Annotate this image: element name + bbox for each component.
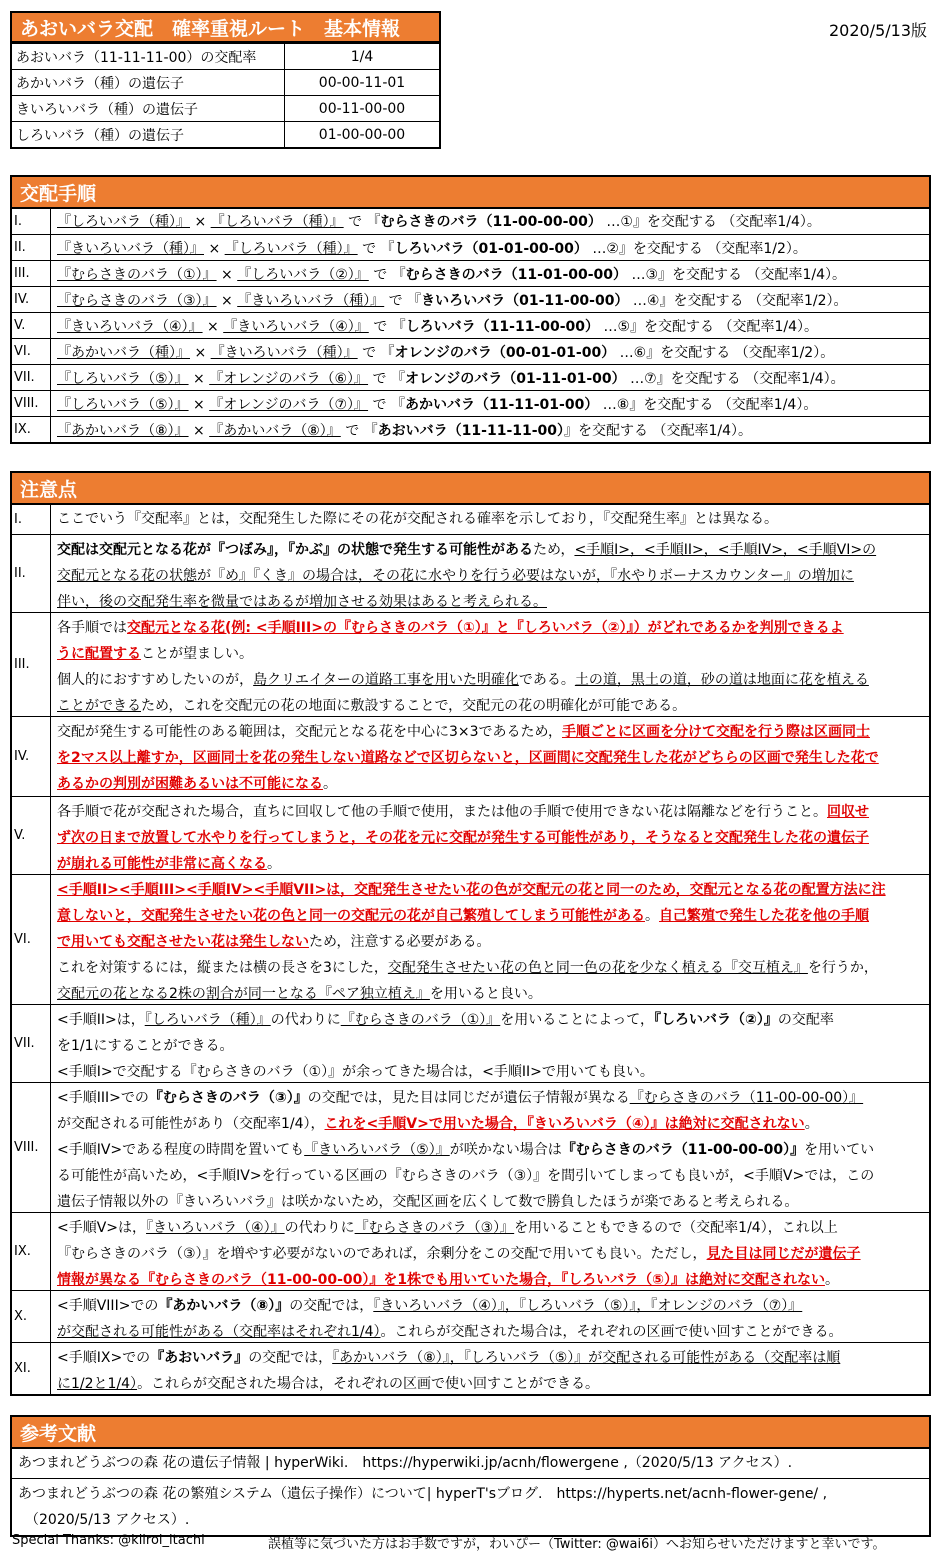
note-line	[57, 641, 925, 667]
step-text	[51, 339, 929, 364]
note-segment: 交配は交配元となる花が『つぼみ』，『かぶ』の状態で発生する可能性がある	[57, 542, 533, 558]
rate-text: （交配率1/4）。	[717, 397, 818, 413]
close-text: 』を交配する	[630, 319, 719, 335]
result-flower: オレンジのバラ（00-01-01-00）	[394, 345, 616, 361]
note-line	[57, 1345, 925, 1371]
parent-a: 『きいろいバラ（種）』	[57, 241, 204, 257]
note-text	[51, 875, 929, 1004]
close-text: 』を交配する	[656, 371, 746, 387]
close-text: 』を交配する	[629, 397, 718, 413]
rate-text: （交配率1/4）。	[652, 423, 753, 439]
note-segment: 『むらさきのバラ（③）』	[148, 1090, 308, 1106]
note-segment: 自己繁殖で発生した花を他の手順	[659, 908, 869, 924]
note-segment: 回収せ	[827, 804, 869, 820]
steps-title: 交配手順	[20, 182, 97, 205]
note-segment: 情報が異なる『むらさきのバラ（11-00-00-00）』を1株でも用いていた場合，『しろいバラ（⑤）』は絶対に交配されない	[57, 1272, 825, 1288]
note-segment: <手順IV>である程度の時間を置いても	[57, 1142, 305, 1158]
references-title: 参考文献	[20, 1422, 97, 1445]
close-text: 』を交配する	[618, 241, 708, 257]
note-number: VI.	[12, 875, 51, 1004]
note-line	[57, 1371, 925, 1394]
note-row	[12, 874, 929, 1004]
note-segment: 『しろいバラ（種）』	[144, 1012, 271, 1028]
rate-text: （交配率1/4）。	[721, 214, 821, 230]
step-row	[12, 390, 929, 416]
note-number: V.	[12, 797, 51, 874]
de-word: で 『	[340, 423, 378, 439]
note-segment: 『むらさきのバラ（①）』	[340, 1012, 501, 1028]
note-segment: 。これらが交配された場合は，それぞれの区画で使い回すことができる。	[137, 1376, 600, 1392]
note-line	[57, 1059, 925, 1082]
note-line	[57, 981, 925, 1004]
note-segment: 交配元となる花(例: <手順III>の『むらさきのバラ（①）』と『しろいバラ（②）』）がどれであるかを判別できるよ	[127, 620, 844, 636]
references-header	[10, 1415, 931, 1449]
info-label: きいろいバラ（種）の遺伝子	[11, 96, 285, 122]
info-row	[11, 70, 440, 96]
step-number: V.	[12, 313, 51, 338]
note-line	[57, 1319, 925, 1342]
note-segment: 『むらさきのバラ（11-00-00-00）』	[561, 1142, 805, 1158]
note-line	[57, 506, 925, 532]
note-line	[57, 693, 925, 716]
note-text	[51, 1291, 929, 1342]
reference-item	[12, 1478, 929, 1535]
info-label: あおいバラ（11-11-11-00）の交配率	[11, 44, 285, 70]
close-text: 』を交配する	[659, 293, 748, 309]
parent-a: 『しろいバラ（⑤）』	[57, 371, 189, 387]
note-text	[51, 1213, 929, 1290]
note-segment: の交配率	[777, 1012, 834, 1028]
note-segment: の交配では，見た目は同じだが遺伝子情報が異なる	[307, 1090, 630, 1106]
de-word: で 『	[368, 319, 406, 335]
note-line	[57, 851, 925, 874]
note-row	[12, 504, 929, 534]
result-mark: …⑤	[599, 319, 631, 335]
parent-a: 『しろいバラ（種）』	[57, 214, 190, 230]
step-row	[12, 338, 929, 364]
note-segment: 。これらが交配された場合は，それぞれの区画で使い回すことができる。	[380, 1324, 843, 1340]
result-mark: …④	[628, 293, 660, 309]
close-text: 』を交配する	[564, 423, 653, 439]
note-segment: <手順V>は，	[57, 1220, 147, 1236]
note-segment: を用いることもできるので（交配率1/4），これ以上	[514, 1220, 838, 1236]
rate-text: （交配率1/2）。	[707, 241, 807, 257]
result-flower: しろいバラ（11-11-00-00）	[405, 319, 600, 335]
de-word: で 『	[357, 345, 395, 361]
result-flower: あおいバラ（11-11-11-00）	[377, 423, 565, 439]
de-word: で 『	[368, 267, 406, 283]
note-line	[57, 903, 925, 929]
note-segment: ため，注意する必要がある。	[309, 934, 491, 950]
step-row	[12, 364, 929, 390]
note-line	[57, 667, 925, 693]
times-sign: ×	[188, 397, 210, 413]
note-segment: 伴い，後の交配発生率を微量ではあるが増加させる効果はあると考えられる。	[57, 594, 547, 610]
note-segment: 手順ごとに区画を分けて交配を行う際は区画同士	[561, 724, 870, 740]
note-row	[12, 1290, 929, 1342]
note-line	[57, 1085, 925, 1111]
note-line	[57, 799, 925, 825]
times-sign: ×	[216, 293, 238, 309]
parent-a: 『しろいバラ（⑤）』	[57, 397, 189, 413]
note-segment: <手順II><手順III><手順IV><手順VII>は，交配発生させたい花の色が交配元の花と同一のため，交配元となる花の配置方法に注	[57, 882, 886, 898]
note-segment: 『きいろいバラ（④）』，『しろいバラ（⑤）』，『オレンジのバラ（⑦）』	[373, 1298, 803, 1314]
notes-header	[10, 471, 931, 505]
parent-b: 『きいろいバラ（種）』	[210, 345, 358, 361]
note-segment: 個人的におすすめしたいのが，	[57, 672, 254, 688]
note-line	[57, 877, 925, 903]
note-segment: 。	[804, 1116, 819, 1132]
note-segment: 『きいろいバラ（④）』	[146, 1220, 285, 1236]
note-row	[12, 1082, 929, 1212]
info-value: 01-00-00-00	[285, 122, 441, 149]
note-segment: うに配置する	[57, 646, 141, 662]
note-segment: る可能性が高いため，<手順IV>を行っている区画の『むらさきのバラ（③）』を間引いてしまっても良いが，<手順V>では，この	[57, 1168, 875, 1184]
note-segment: 各手順で花が交配された場合，直ちに回収して他の手順で使用，または他の手順で使用できない花は隔離などを行うこと。	[57, 804, 827, 820]
step-text	[51, 313, 929, 338]
parent-b: 『オレンジのバラ（⑥）』	[209, 371, 369, 387]
note-segment: 。	[824, 1272, 839, 1288]
note-line	[57, 1215, 925, 1241]
steps-list	[10, 208, 931, 444]
step-number: I.	[12, 208, 51, 234]
note-segment: 交配元の花となる2株の割合が同一となる『ペア独立植え』	[57, 986, 430, 1002]
reference-text	[12, 1448, 929, 1478]
notes-list	[10, 504, 931, 1396]
note-segment: 。	[323, 776, 337, 792]
note-segment: を1/1にすることができる。	[57, 1038, 234, 1054]
note-segment: 遺伝子情報以外の『きいろいバラ』は咲かないため，交配区画を広くして数で勝負したほうが楽であると考えられる。	[57, 1194, 799, 1210]
step-row	[12, 416, 929, 442]
note-segment: を2マス以上離すか，区画同士を花の発生しない道路などで区切らないと，区画間に交配発生した花がどちらの区画で発生した花で	[57, 750, 879, 766]
parent-a: 『あかいバラ（種）』	[57, 345, 190, 361]
result-mark: …②	[587, 241, 619, 257]
steps-header	[10, 175, 931, 209]
references-list	[10, 1448, 931, 1537]
note-segment: <手順VIII>での	[57, 1298, 159, 1314]
note-line	[57, 719, 925, 745]
note-segment: の代わりに	[270, 1012, 341, 1028]
parent-b: 『しろいバラ（種）』	[210, 214, 344, 230]
close-text: 』を交配する	[658, 267, 747, 283]
note-number: XI.	[12, 1343, 51, 1394]
note-segment: 交配発生させたい花の色と同一色の花を少なく植える『交互植え』	[387, 960, 808, 976]
note-segment: <手順III>での	[57, 1090, 149, 1106]
note-number: VIII.	[12, 1083, 51, 1212]
page-title	[10, 11, 441, 43]
close-text: 』を交配する	[646, 345, 735, 361]
note-number: IX.	[12, 1213, 51, 1290]
parent-a: 『あかいバラ（⑧）』	[57, 423, 189, 439]
parent-b: 『あかいバラ（⑧）』	[209, 423, 341, 439]
note-number: III.	[12, 613, 51, 716]
parent-b: 『きいろいバラ（④）』	[223, 319, 369, 335]
note-segment: を用いてい	[804, 1142, 875, 1158]
de-word: で 『	[384, 293, 422, 309]
info-label: あかいバラ（種）の遺伝子	[11, 70, 285, 96]
note-segment: 島クリエイターの道路工事を用いた明確化	[253, 672, 519, 688]
step-row	[12, 312, 929, 338]
parent-b: 『しろいバラ（種）』	[224, 241, 358, 257]
note-segment: これを対策するには，縦または横の長さを3にした，	[57, 960, 388, 976]
times-sign: ×	[216, 267, 238, 283]
info-row	[11, 44, 440, 70]
note-line	[57, 1111, 925, 1137]
note-line	[57, 955, 925, 981]
result-mark: …③	[627, 267, 659, 283]
step-text	[51, 287, 929, 312]
note-row	[12, 796, 929, 874]
step-row	[12, 286, 929, 312]
note-text	[51, 1083, 929, 1212]
times-sign: ×	[190, 345, 211, 361]
de-word: で 『	[368, 397, 405, 413]
parent-b: 『オレンジのバラ（⑦）』	[209, 397, 369, 413]
step-row	[12, 234, 929, 260]
note-segment: が咲かない場合は	[449, 1142, 562, 1158]
note-text	[51, 1343, 929, 1394]
note-row	[12, 1004, 929, 1082]
note-segment: <手順IX>での	[57, 1350, 151, 1366]
note-segment: を行うか，	[807, 960, 878, 976]
note-segment: これを<手順V>で用いた場合，『きいろいバラ（④）』は絶対に交配されない	[324, 1116, 805, 1132]
note-line	[57, 1137, 925, 1163]
note-segment: 意しないと，交配発生させたい花の色と同一の交配元の花が自己繁殖してしまう可能性がある	[57, 908, 645, 924]
note-segment: を用いると良い。	[429, 986, 542, 1002]
note-segment: 『むらさきのバラ（③）』を増やす必要がないのであれば，余剰分をこの交配で用いても良い。ただし，	[57, 1246, 707, 1262]
note-line	[57, 537, 925, 563]
de-word: で 『	[343, 214, 381, 230]
note-line	[57, 745, 925, 771]
note-number: II.	[12, 535, 51, 612]
note-segment: 『むらさきのバラ（③）』	[354, 1220, 515, 1236]
note-segment: の代わりに	[284, 1220, 355, 1236]
reference-text	[12, 1479, 929, 1535]
note-segment: が交配される可能性がある（交配率はそれぞれ1/4）	[57, 1324, 381, 1340]
note-line	[57, 1267, 925, 1290]
info-value: 00-00-11-01	[285, 70, 441, 96]
parent-b: 『しろいバラ（②）』	[237, 267, 369, 283]
step-text	[51, 391, 929, 416]
times-sign: ×	[188, 371, 210, 387]
errata-note: 誤植等に気づいた方はお手数ですが，わいぴー（Twitter: @wai6i）へお知らせいただけますと幸いです。	[268, 1537, 886, 1552]
info-row	[11, 96, 440, 122]
result-flower: きいろいバラ（01-11-00-00）	[421, 293, 629, 309]
note-line	[57, 1241, 925, 1267]
note-line	[57, 1007, 925, 1033]
de-word: で 『	[368, 371, 405, 387]
note-text	[51, 717, 929, 796]
note-row	[12, 716, 929, 796]
reference-line: あつまれどうぶつの森 花の遺伝子情報 | hyperWiki. https://hyperwiki.jp/acnh/flowergene ,（2020/5/13 アクセス）.	[18, 1455, 793, 1471]
rate-text: （交配率1/4）。	[746, 267, 847, 283]
note-number: X.	[12, 1291, 51, 1342]
note-segment: ず次の日まで放置して水やりを行ってしまうと，その花を元に交配が発生する可能性があり，そうなると交配発生した花の遺伝子	[57, 830, 869, 846]
note-segment: で用いても交配させたい花は発生しない	[57, 934, 309, 950]
rate-text: （交配率1/4）。	[745, 371, 845, 387]
result-flower: むらさきのバラ（11-01-00-00）	[405, 267, 628, 283]
note-number: VII.	[12, 1005, 51, 1082]
times-sign: ×	[188, 423, 210, 439]
note-segment: が交配される可能性があり（交配率1/4），	[57, 1116, 325, 1132]
de-word: で 『	[357, 241, 395, 257]
note-segment: ことができる	[57, 698, 141, 714]
note-segment: ため，	[533, 542, 575, 558]
step-text	[51, 208, 929, 234]
step-number: VI.	[12, 339, 51, 364]
step-number: IX.	[12, 417, 51, 442]
note-segment: に1/2と1/4）	[57, 1376, 138, 1392]
note-segment: 『あかいバラ（⑧）』，『しろいバラ（⑤）』が交配される可能性がある（交配率は順	[332, 1350, 841, 1366]
result-flower: しろいバラ（01-01-00-00）	[394, 241, 588, 257]
note-segment: である。	[518, 672, 575, 688]
title-text: あおいバラ交配 確率重視ルート 基本情報	[20, 17, 401, 40]
note-segment: ことが望ましい。	[141, 646, 253, 662]
rate-text: （交配率1/4）。	[718, 319, 819, 335]
result-flower: オレンジのバラ（01-11-01-00）	[404, 371, 626, 387]
note-text	[51, 797, 929, 874]
note-number: I.	[12, 504, 51, 534]
reference-line: あつまれどうぶつの森 花の繁殖システム（遺伝子操作）について| hyperT'sブログ. https://hyperts.net/acnh-flower-gene/ ,	[18, 1486, 828, 1502]
note-line	[57, 929, 925, 955]
rate-text: （交配率1/2）。	[747, 293, 848, 309]
times-sign: ×	[202, 319, 224, 335]
note-row	[12, 1212, 929, 1290]
result-flower: あかいバラ（11-11-01-00）	[404, 397, 599, 413]
note-segment: 交配元となる花の状態が『め』『くき』の場合は，その花に水やりを行う必要はないが，『水やりボーナスカウンター』の増加に	[57, 568, 854, 584]
times-sign: ×	[204, 241, 225, 257]
step-row	[12, 260, 929, 286]
close-text: 』を交配する	[632, 214, 722, 230]
result-mark: …⑥	[615, 345, 647, 361]
note-segment: <手順I>，<手順II>，<手順IV>，<手順VI>の	[574, 542, 877, 558]
step-text	[51, 261, 929, 286]
info-value: 1/4	[285, 44, 441, 70]
note-segment: 『むらさきのバラ（11-00-00-00）』	[629, 1090, 864, 1106]
note-text	[51, 535, 929, 612]
note-text	[51, 504, 929, 534]
version-label: 2020/5/13版	[828, 21, 927, 40]
note-segment: 見た目は同じだが遺伝子	[706, 1246, 861, 1262]
result-mark: …⑧	[598, 397, 630, 413]
step-row	[12, 208, 929, 234]
note-segment: 『あかいバラ（⑧）』	[158, 1298, 290, 1314]
notes-title: 注意点	[20, 478, 78, 501]
note-row	[12, 1342, 929, 1394]
note-segment: 各手順では	[57, 620, 127, 636]
note-line	[57, 825, 925, 851]
note-text	[51, 1005, 929, 1082]
note-line	[57, 1189, 925, 1212]
note-segment: 交配が発生する可能性のある範囲は，交配元となる花を中心に3×3であるため，	[57, 724, 562, 740]
info-label: しろいバラ（種）の遺伝子	[11, 122, 285, 149]
parent-b: 『きいろいバラ（種）』	[237, 293, 385, 309]
note-segment: 。	[267, 856, 281, 872]
note-line	[57, 589, 925, 612]
rate-text: （交配率1/2）。	[734, 345, 835, 361]
note-segment: <手順I>で交配する『むらさきのバラ（①）』が余ってきた場合は，<手順II>で用いても良い。	[57, 1064, 654, 1080]
note-segment: 『きいろいバラ（⑤）』	[304, 1142, 450, 1158]
note-segment: 土の道，黒土の道，砂の道は地面に花を植える	[574, 672, 869, 688]
parent-a: 『きいろいバラ（④）』	[57, 319, 203, 335]
result-mark: …①	[601, 214, 633, 230]
info-table	[10, 43, 441, 149]
note-segment: が崩れる可能性が非常に高くなる	[57, 856, 267, 872]
note-segment: の交配では，	[248, 1350, 333, 1366]
info-value: 00-11-00-00	[285, 96, 441, 122]
parent-a: 『むらさきのバラ（③）』	[57, 293, 217, 309]
note-row	[12, 612, 929, 716]
result-flower: むらさきのバラ（11-00-00-00）	[380, 214, 602, 230]
note-segment: ここでいう『交配率』とは，交配発生した際にその花が交配される確率を示しており，『交配発生率』とは異なる。	[57, 511, 778, 527]
step-number: IV.	[12, 287, 51, 312]
note-segment: 『しろいバラ（②）』	[654, 1012, 778, 1028]
note-segment: あるかの判別が困難あるいは不可能になる	[57, 776, 323, 792]
note-segment: ため，これを交配元の花の地面に敷設することで，交配元の花の明確化が可能である。	[141, 698, 687, 714]
step-text	[51, 235, 929, 260]
note-line	[57, 1293, 925, 1319]
step-text	[51, 365, 929, 390]
note-line	[57, 1163, 925, 1189]
note-line	[57, 615, 925, 641]
step-number: VIII.	[12, 391, 51, 416]
note-segment: の交配では，	[289, 1298, 374, 1314]
step-text	[51, 417, 929, 442]
step-number: VII.	[12, 365, 51, 390]
info-row	[11, 122, 440, 149]
parent-a: 『むらさきのバラ（①）』	[57, 267, 217, 283]
note-line	[57, 771, 925, 796]
step-number: III.	[12, 261, 51, 286]
note-line	[57, 1033, 925, 1059]
note-segment: を用いることによって，	[500, 1012, 655, 1028]
reference-item	[12, 1448, 929, 1478]
note-row	[12, 534, 929, 612]
step-number: II.	[12, 235, 51, 260]
special-thanks: Special Thanks: @kiiroi_itachi	[12, 1533, 205, 1548]
note-segment: <手順II>は，	[57, 1012, 145, 1028]
reference-line: （2020/5/13 アクセス）.	[18, 1512, 190, 1528]
note-line	[57, 563, 925, 589]
result-mark: …⑦	[625, 371, 657, 387]
note-segment: 『あおいバラ』	[150, 1350, 249, 1366]
note-segment: 。	[645, 908, 659, 924]
times-sign: ×	[190, 214, 211, 230]
note-number: IV.	[12, 717, 51, 796]
note-text	[51, 613, 929, 716]
